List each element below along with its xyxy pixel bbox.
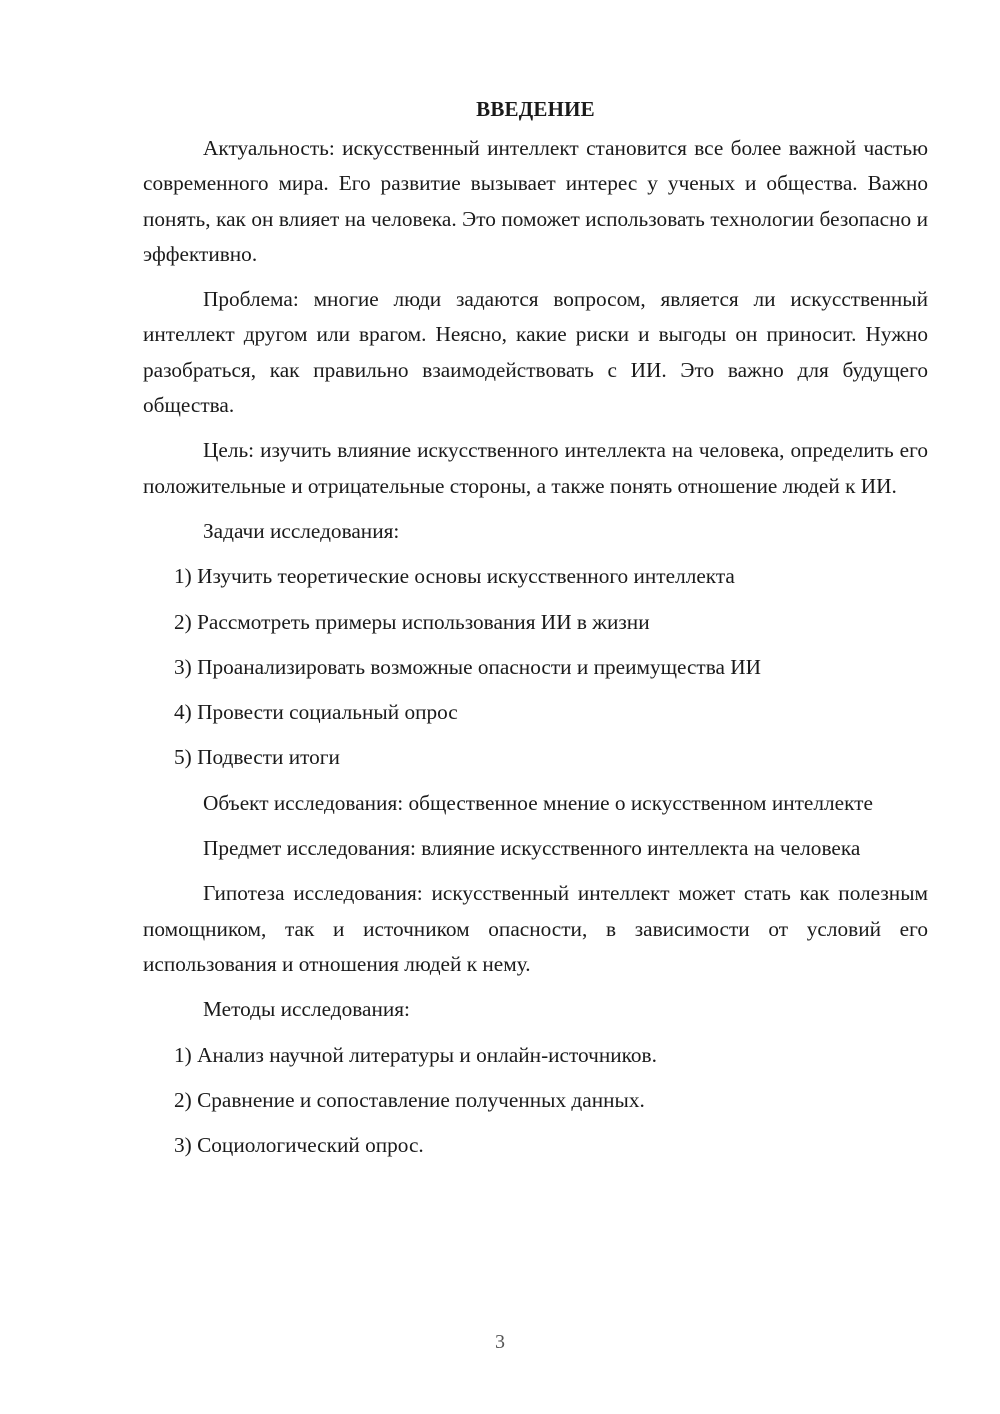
task-item: 1) Изучить теоретические основы искусственного интеллекта xyxy=(174,564,735,589)
task-item: 5) Подвести итоги xyxy=(174,745,340,770)
method-item: 3) Социологический опрос. xyxy=(174,1133,424,1158)
goal-paragraph: Цель: изучить влияние искусственного интеллекта на человека, определить его положительные и отрицательные стороны, а также понять отношение людей к ИИ. xyxy=(143,438,928,498)
tasks-list xyxy=(143,559,928,775)
subject-paragraph: Предмет исследования: влияние искусственного интеллекта на человека xyxy=(203,836,861,861)
task-item: 3) Проанализировать возможные опасности и преимущества ИИ xyxy=(174,654,762,679)
hypothesis-paragraph: Гипотеза исследования: искусственный интеллект может стать как полезным помощником, так и источником опасности, в зависимости от условий его использования и отношения людей к нему. xyxy=(143,881,928,976)
task-item: 2) Рассмотреть примеры использования ИИ в жизни xyxy=(174,609,650,634)
method-item: 1) Анализ научной литературы и онлайн-источников. xyxy=(174,1042,657,1067)
methods-heading: Методы исследования: xyxy=(203,997,410,1022)
task-item: 4) Провести социальный опрос xyxy=(174,700,458,725)
relevance-paragraph: Актуальность: искусственный интеллект становится все более важной частью современного мира. Его развитие вызывает интерес у ученых и общества. Важно понять, как он влияет на человека. Это поможет использовать технологии безопасно и эффективно. xyxy=(143,136,928,266)
page-number: 3 xyxy=(495,1331,505,1353)
tasks-heading: Задачи исследования: xyxy=(203,518,400,543)
method-item: 2) Сравнение и сопоставление полученных данных. xyxy=(174,1087,645,1112)
object-paragraph: Объект исследования: общественное мнение о искусственном интеллекте xyxy=(203,790,873,815)
problem-paragraph: Проблема: многие люди задаются вопросом, является ли искусственный интеллект другом или врагом. Неясно, какие риски и выгоды он приносит. Нужно разобраться, как правильно взаимодействовать с ИИ. Это важно для будущего общества. xyxy=(143,287,928,418)
page-title: ВВЕДЕНИЕ xyxy=(476,97,595,121)
methods-list xyxy=(143,1038,928,1164)
document-page xyxy=(143,92,928,1173)
